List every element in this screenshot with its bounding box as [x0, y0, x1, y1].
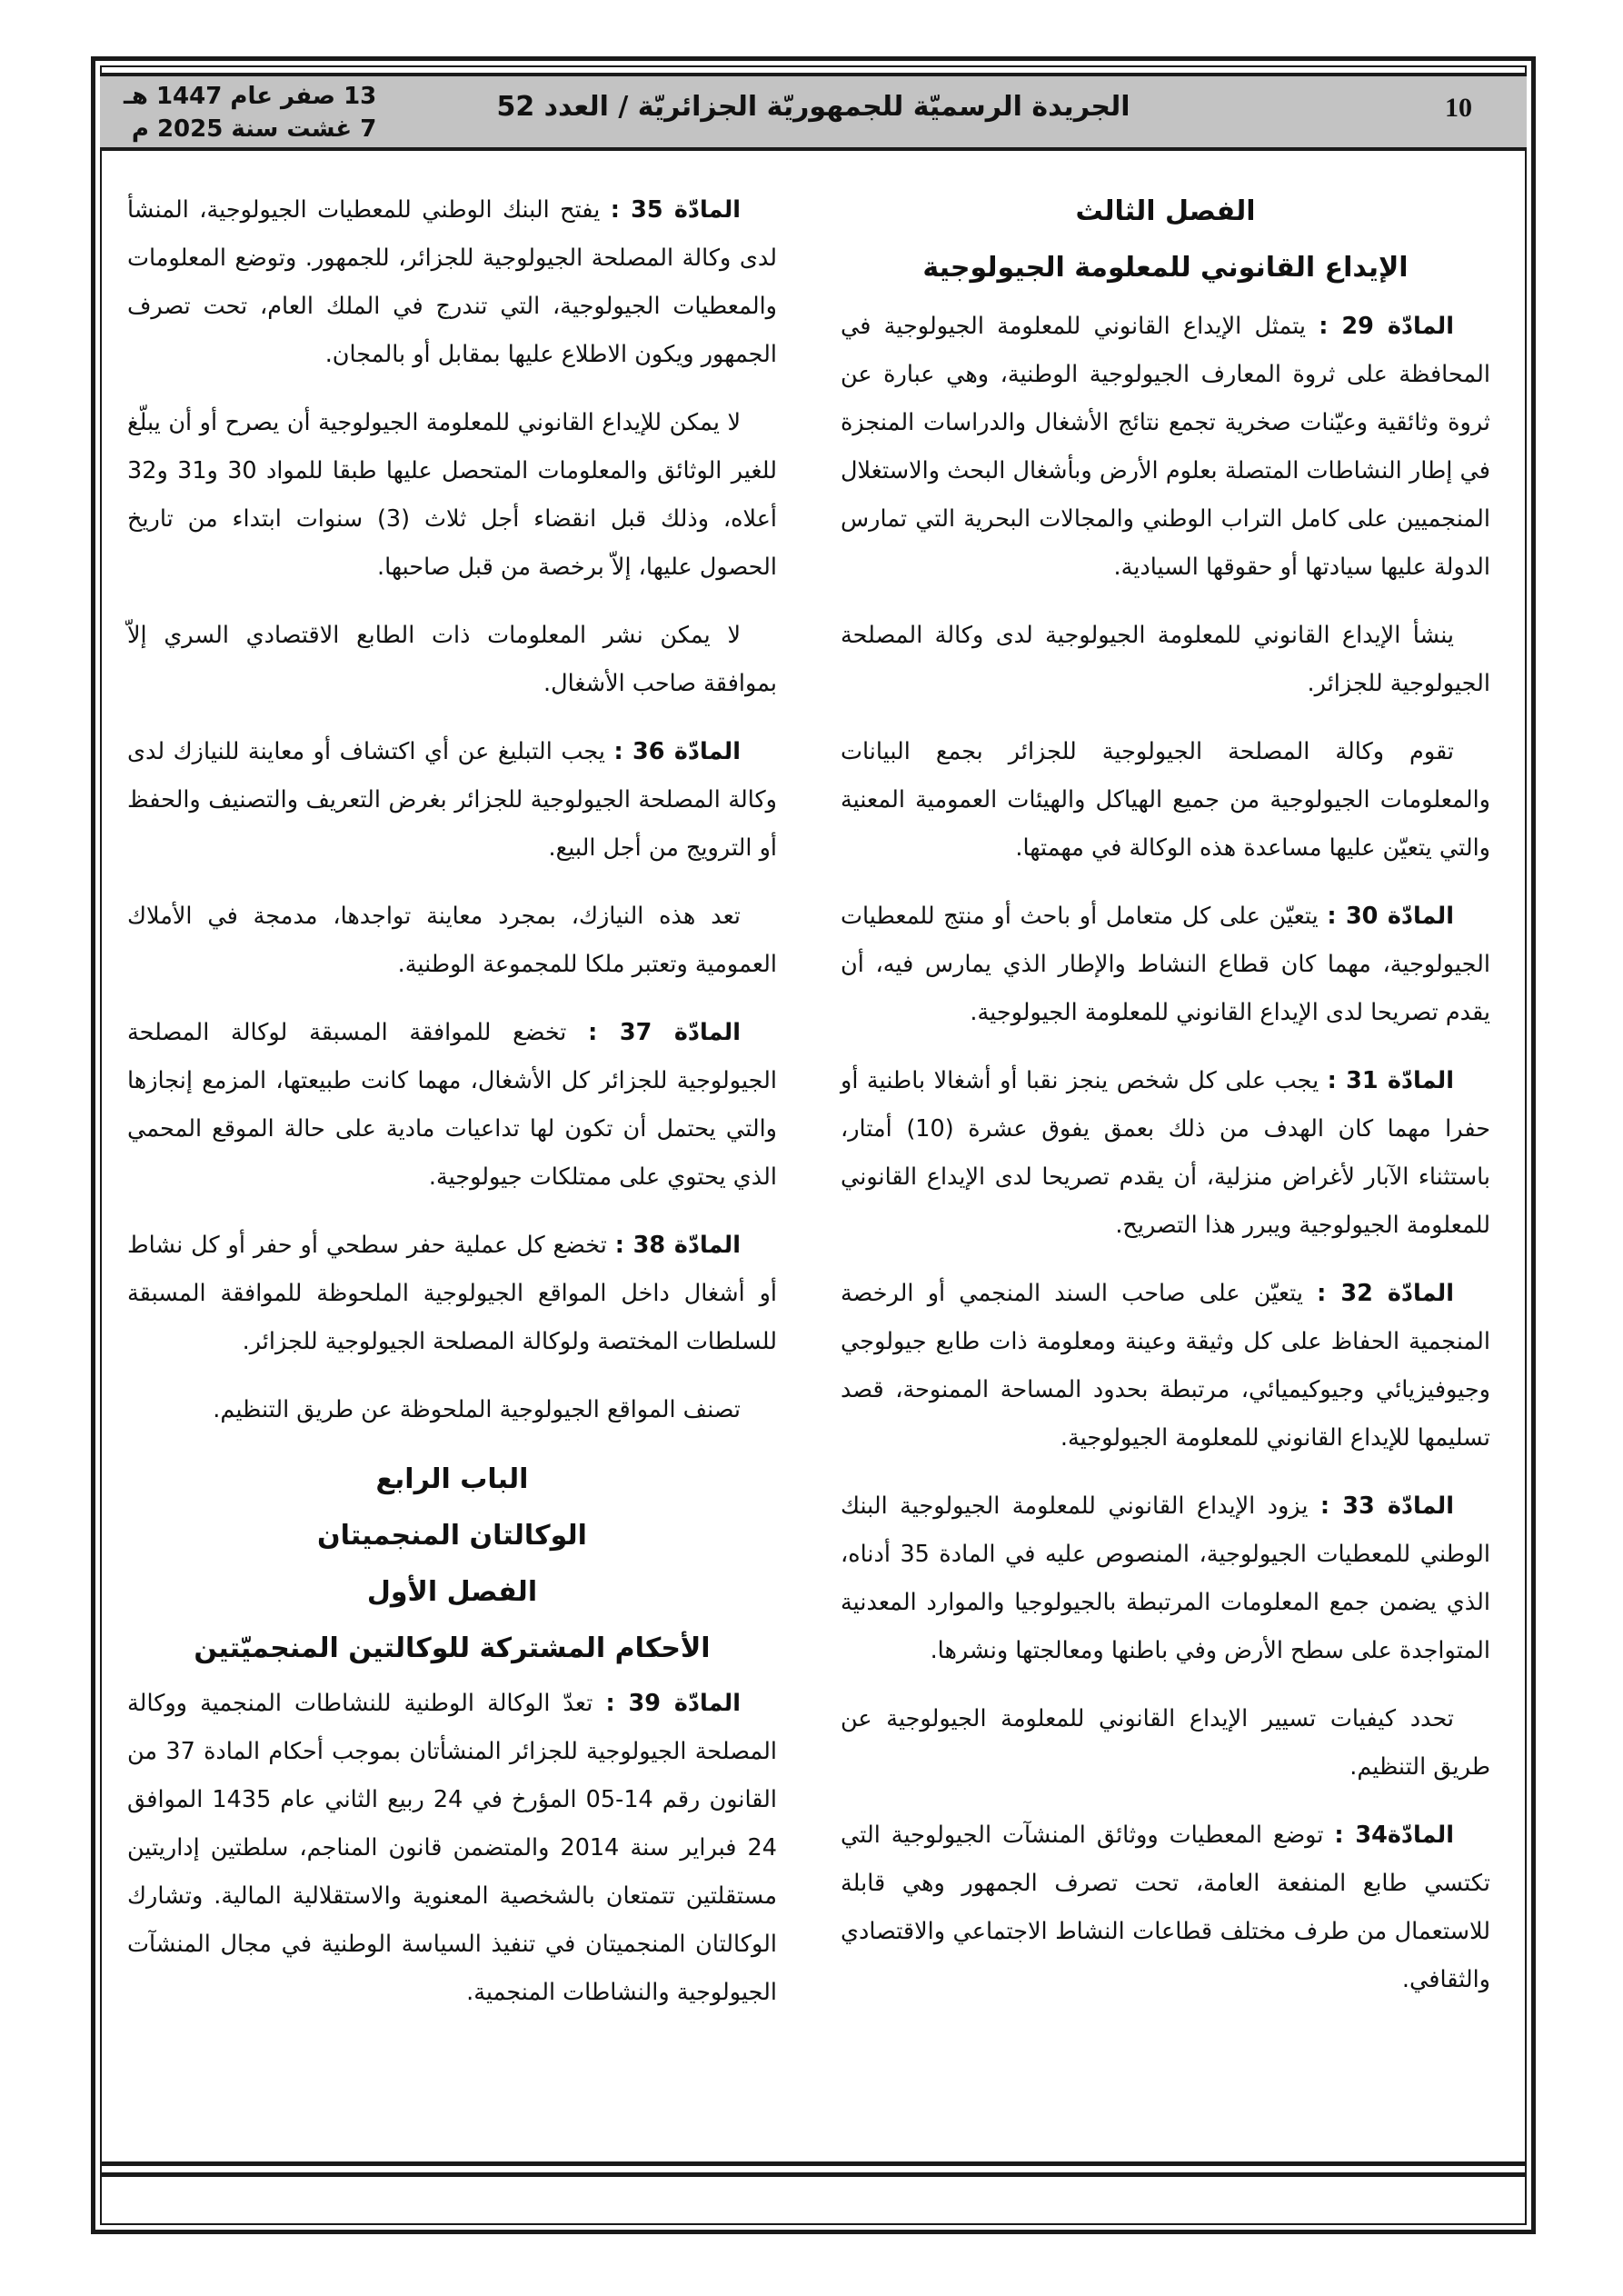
- part-title: الوكالتان المنجميتان: [317, 1520, 587, 1552]
- paragraph: تعد هذه النيازك، بمجرد معاينة تواجدها، مدمجة في الأملاك العمومية وتعتبر ملكا للمجموعة الوطنية.: [127, 903, 777, 978]
- article-32: [841, 1270, 1490, 1462]
- article-36: [127, 728, 777, 873]
- chapter-heading: الفصل الأول: [366, 1576, 538, 1608]
- paragraph: تحدد كيفيات تسيير الإيداع القانوني للمعلومة الجيولوجية عن طريق التنظيم.: [841, 1705, 1490, 1781]
- part-heading: الباب الرابع: [375, 1463, 529, 1495]
- article-text: يزود الإيداع القانوني للمعلومة الجيولوجية البنك الوطني للمعطيات الجيولوجية، المنصوص عليه في المادة 35 أدناه، الذي يضمن جمع المعلومات المرتبطة بالجيولوجيا والموارد المعدنية المتواجدة على سطح الأرض وفي باطنها ومعالجتها ونشرها.: [841, 1492, 1490, 1664]
- article-text: تخضع للموافقة المسبقة لوكالة المصلحة الجيولوجية للجزائر كل الأشغال، مهما كانت طبيعتها، المزمع إنجازها والتي يحتمل أن تكون لها تداعيات مادية على حالة الموقع المحمي الذي يحتوي على ممتلكات جيولوجية.: [127, 1019, 777, 1191]
- article-label: المادّة 36 :: [613, 738, 741, 765]
- chapter-heading: الفصل الثالث: [1075, 195, 1256, 227]
- article-label: المادّة 29 :: [1319, 313, 1454, 340]
- article-label: المادّة 32 :: [1317, 1280, 1454, 1307]
- paragraph: ينشأ الإيداع القانوني للمعلومة الجيولوجية لدى وكالة المصلحة الجيولوجية للجزائر.: [841, 622, 1490, 697]
- article-label: المادّة 38 :: [614, 1232, 741, 1259]
- article-text: تعدّ الوكالة الوطنية للنشاطات المنجمية ووكالة المصلحة الجيولوجية للجزائر المنشأتان بموجب أحكام المادة 37 من القانون رقم 14-05 المؤرخ في 24 ربيع الثاني عام 1435 الموافق 24 فبراير سنة 2014 والمتضمن قانون المناجم، سلطتين إداريتين مستقلتين تتمتعان بالشخصية المعنوية والاستقلالية المالية. وتشارك الوكالتان المنجميتان في تنفيذ السياسة الوطنية في مجال المنشآت الجيولوجية والنشاطات المنجمية.: [127, 1690, 777, 2006]
- date-hijri: 13 صفر عام 1447 هـ: [124, 83, 377, 110]
- article-34: [841, 1812, 1490, 2004]
- journal-title: الجريدة الرسميّة للجمهوريّة الجزائريّة / العدد 52: [496, 91, 1130, 123]
- article-33: [841, 1482, 1490, 1675]
- article-label: المادّة 31 :: [1327, 1067, 1454, 1094]
- article-text: توضع المعطيات ووثائق المنشآت الجيولوجية التي تكتسي طابع المنفعة العامة، تحت تصرف الجمهور وهي قابلة للاستعمال من طرف مختلف قطاعات النشاط الاجتماعي والاقتصادي والثقافي.: [841, 1822, 1490, 1993]
- article-label: المادّة 37 :: [588, 1019, 742, 1046]
- article-39: [127, 1680, 777, 2017]
- paragraph: لا يمكن نشر المعلومات ذات الطابع الاقتصادي السري إلاّ بموافقة صاحب الأشغال.: [127, 622, 777, 697]
- article-37: [127, 1009, 777, 1202]
- article-30: [841, 893, 1490, 1037]
- article-label: المادّة 35 :: [610, 196, 742, 224]
- paragraph: تصنف المواقع الجيولوجية الملحوظة عن طريق التنظيم.: [213, 1396, 741, 1423]
- bottom-rule: [100, 2161, 1527, 2166]
- article-text: يجب التبليغ عن أي اكتشاف أو معاينة للنيازك لدى وكالة المصلحة الجيولوجية للجزائر بغرض التعريف والتصنيف والحفظ أو الترويج من أجل البيع.: [127, 738, 777, 862]
- paragraph: لا يمكن للإيداع القانوني للمعلومة الجيولوجية أن يصرح أو أن يبلّغ للغير الوثائق والمعلومات المتحصل عليها طبقا للمواد 30 و31 و32 أعلاه، وذلك قبل انقضاء أجل ثلاث (3) سنوات ابتداء من تاريخ الحصول عليها، إلاّ برخصة من قبل صاحبها.: [127, 409, 778, 581]
- issue-date: [124, 80, 376, 145]
- article-label: المادّة 33 :: [1319, 1492, 1454, 1520]
- article-label: المادّة 30 :: [1327, 903, 1454, 930]
- article-label: المادّة34 :: [1334, 1822, 1454, 1849]
- page-header: [100, 73, 1527, 151]
- bottom-rule: [100, 2172, 1527, 2177]
- chapter-title: الإيداع القانوني للمعلومة الجيولوجية: [922, 252, 1409, 284]
- left-column: [127, 186, 777, 2037]
- chapter-title: الأحكام المشتركة للوكالتين المنجميّتين: [194, 1632, 711, 1664]
- article-text: يتمثل الإيداع القانوني للمعلومة الجيولوجية في المحافظة على ثروة المعارف الجيولوجية الوطنية، وهي عبارة عن ثروة وثائقية وعيّنات صخرية تجمع نتائج الأشغال والدراسات المنجزة في إطار النشاطات المتصلة بعلوم الأرض وبأشغال البحث والاستغلال المنجميين على كامل التراب الوطني والمجالات البحرية التي تمارس الدولة عليها سيادتها أو حقوقها السيادية.: [841, 313, 1490, 581]
- article-31: [841, 1057, 1490, 1250]
- article-text: يجب على كل شخص ينجز نقبا أو أشغالا باطنية أو حفرا مهما كان الهدف من ذلك بعمق يفوق عشرة (10) أمتار، باستثناء الآبار لأغراض منزلية، أن يقدم تصريحا لدى الإيداع القانوني للمعلومة الجيولوجية ويبرر هذا التصريح.: [841, 1067, 1490, 1239]
- right-column: [841, 186, 1490, 2024]
- article-text: يتعيّن على كل متعامل أو باحث أو منتج للمعطيات الجيولوجية، مهما كان قطاع النشاط والإطار الذي يمارس فيه، أن يقدم تصريحا لدى الإيداع القانوني للمعلومة الجيولوجية.: [841, 903, 1490, 1026]
- date-gregorian: 7 غشت سنة 2025 م: [131, 115, 377, 143]
- article-text: يتعيّن على صاحب السند المنجمي أو الرخصة المنجمية الحفاظ على كل وثيقة وعينة ومعلومة ذات طابع جيولوجي وجيوفيزيائي وجيوكيميائي، مرتبطة بحدود المساحة الممنوحة، قصد تسليمها للإيداع القانوني للمعلومة الجيولوجية.: [841, 1280, 1490, 1452]
- article-text: يفتح البنك الوطني للمعطيات الجيولوجية، المنشأ لدى وكالة المصلحة الجيولوجية للجزائر، للجمهور. وتوضع المعلومات والمعطيات الجيولوجية، التي تندرج في الملك العام، تحت تصرف الجمهور ويكون الاطلاع عليها بمقابل أو بالمجان.: [127, 196, 777, 368]
- article-38: [127, 1222, 777, 1366]
- article-29: [841, 303, 1490, 592]
- article-text: تخضع كل عملية حفر سطحي أو حفر أو كل نشاط أو أشغال داخل المواقع الجيولوجية الملحوظة للموافقة المسبقة للسلطات المختصة ولوكالة المصلحة الجيولوجية للجزائر.: [127, 1232, 777, 1355]
- paragraph: تقوم وكالة المصلحة الجيولوجية للجزائر بجمع البيانات والمعلومات الجيولوجية من جميع الهياكل والهيئات العمومية المعنية والتي يتعيّن عليها مساعدة هذه الوكالة في مهمتها.: [841, 738, 1490, 862]
- article-35: [127, 186, 777, 379]
- article-label: المادّة 39 :: [605, 1690, 741, 1717]
- page-number: 10: [1445, 93, 1472, 123]
